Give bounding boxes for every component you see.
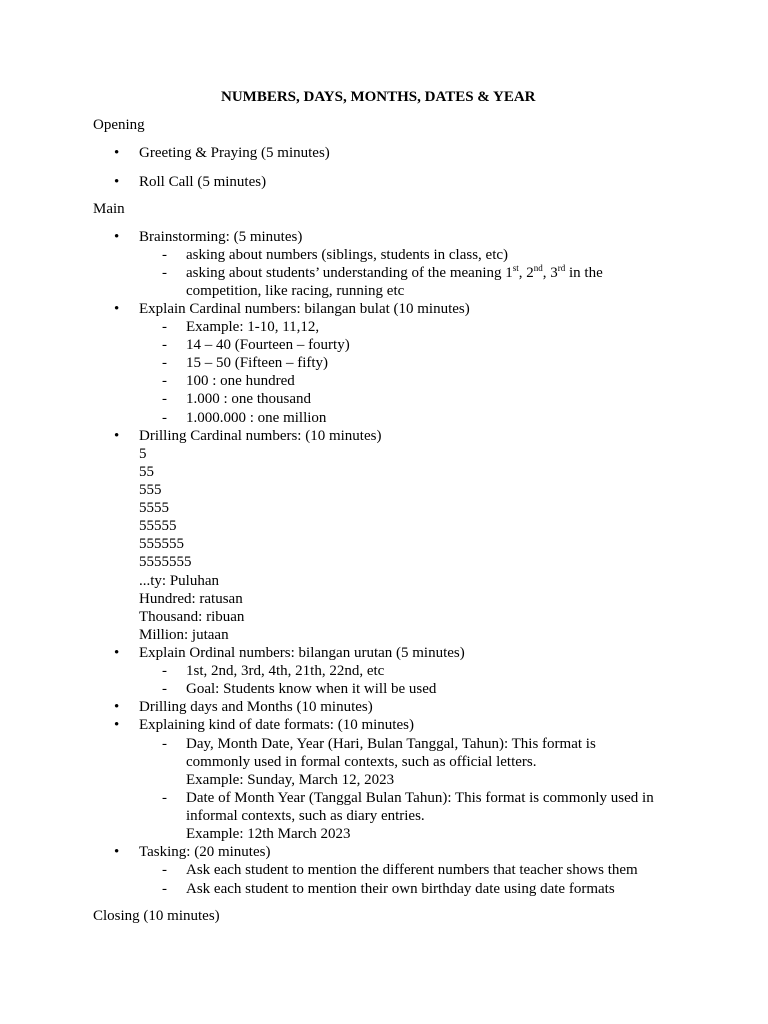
superscript: st [512, 263, 519, 273]
drill-line: Hundred: ratusan [139, 591, 243, 607]
opening-item: Greeting & Praying (5 minutes) [139, 145, 330, 161]
drill-line: Thousand: ribuan [139, 609, 245, 625]
section-heading-closing: Closing (10 minutes) [93, 908, 220, 924]
dash-marker: - [162, 265, 167, 281]
bullet: • [114, 174, 120, 190]
section-heading-opening: Opening [93, 117, 145, 133]
dash-marker: - [162, 663, 167, 679]
bullet: • [114, 301, 120, 317]
main-item-cardinal: Explain Cardinal numbers: bilangan bulat (10 minutes) [139, 301, 470, 317]
drill-line: 55555 [139, 518, 177, 534]
sub-item-text: in the [565, 265, 603, 281]
sub-item: Ask each student to mention their own birthday date using date formats [186, 881, 615, 897]
sub-item-continuation: Example: 12th March 2023 [186, 826, 351, 842]
bullet: • [114, 699, 120, 715]
sub-item-continuation: Example: Sunday, March 12, 2023 [186, 772, 395, 788]
dash-marker: - [162, 247, 167, 263]
drill-line: 5555 [139, 500, 169, 516]
sub-item-continuation: informal contexts, such as diary entries. [186, 808, 425, 824]
drill-line: Million: jutaan [139, 627, 229, 643]
bullet: • [114, 428, 120, 444]
drill-line: ...ty: Puluhan [139, 573, 220, 589]
dash-marker: - [162, 319, 167, 335]
dash-marker: - [162, 681, 167, 697]
main-item-brainstorming: Brainstorming: (5 minutes) [139, 229, 303, 245]
superscript: nd [533, 263, 543, 273]
dash-marker: - [162, 373, 167, 389]
bullet: • [114, 717, 120, 733]
drill-line: 55 [139, 464, 154, 480]
bullet: • [114, 844, 120, 860]
sub-item: Day, Month Date, Year (Hari, Bulan Tanggal, Tahun): This format is [186, 736, 596, 752]
section-heading-main: Main [93, 201, 125, 217]
main-item-drilling-cardinal: Drilling Cardinal numbers: (10 minutes) [139, 428, 382, 444]
main-item-date-formats: Explaining kind of date formats: (10 minutes) [139, 717, 414, 733]
sub-item: 1.000 : one thousand [186, 391, 311, 407]
sub-item: 1.000.000 : one million [186, 410, 327, 426]
sub-item: asking about numbers (siblings, students in class, etc) [186, 247, 509, 263]
sub-item [186, 264, 603, 282]
sub-item: Date of Month Year (Tanggal Bulan Tahun): This format is commonly used in [186, 790, 654, 806]
bullet: • [114, 145, 120, 161]
sub-item-text: , 3 [542, 265, 558, 281]
drill-line: 555 [139, 482, 162, 498]
sub-item: 15 – 50 (Fifteen – fifty) [186, 355, 329, 371]
sub-item: Example: 1-10, 11,12, [186, 319, 320, 335]
dash-marker: - [162, 410, 167, 426]
sub-item: Goal: Students know when it will be used [186, 681, 437, 697]
dash-marker: - [162, 736, 167, 752]
document-title: NUMBERS, DAYS, MONTHS, DATES & YEAR [221, 89, 536, 105]
sub-item-text: asking about students’ understanding of the meaning 1 [186, 265, 513, 281]
main-item-ordinal: Explain Ordinal numbers: bilangan urutan (5 minutes) [139, 645, 465, 661]
main-item-drilling-days: Drilling days and Months (10 minutes) [139, 699, 373, 715]
drill-line: 5 [139, 446, 147, 462]
sub-item: 100 : one hundred [186, 373, 295, 389]
sub-item-continuation: competition, like racing, running etc [186, 283, 405, 299]
drill-line: 5555555 [139, 554, 192, 570]
dash-marker: - [162, 391, 167, 407]
drill-line: 555555 [139, 536, 184, 552]
sub-item: 1st, 2nd, 3rd, 4th, 21th, 22nd, etc [186, 663, 385, 679]
main-item-tasking: Tasking: (20 minutes) [139, 844, 271, 860]
sub-item: Ask each student to mention the different numbers that teacher shows them [186, 862, 638, 878]
dash-marker: - [162, 790, 167, 806]
dash-marker: - [162, 862, 167, 878]
dash-marker: - [162, 337, 167, 353]
dash-marker: - [162, 355, 167, 371]
superscript: rd [557, 263, 566, 273]
opening-item: Roll Call (5 minutes) [139, 174, 267, 190]
sub-item-continuation: commonly used in formal contexts, such as official letters. [186, 754, 537, 770]
sub-item-text: , 2 [518, 265, 534, 281]
bullet: • [114, 645, 120, 661]
bullet: • [114, 229, 120, 245]
dash-marker: - [162, 881, 167, 897]
sub-item: 14 – 40 (Fourteen – fourty) [186, 337, 350, 353]
